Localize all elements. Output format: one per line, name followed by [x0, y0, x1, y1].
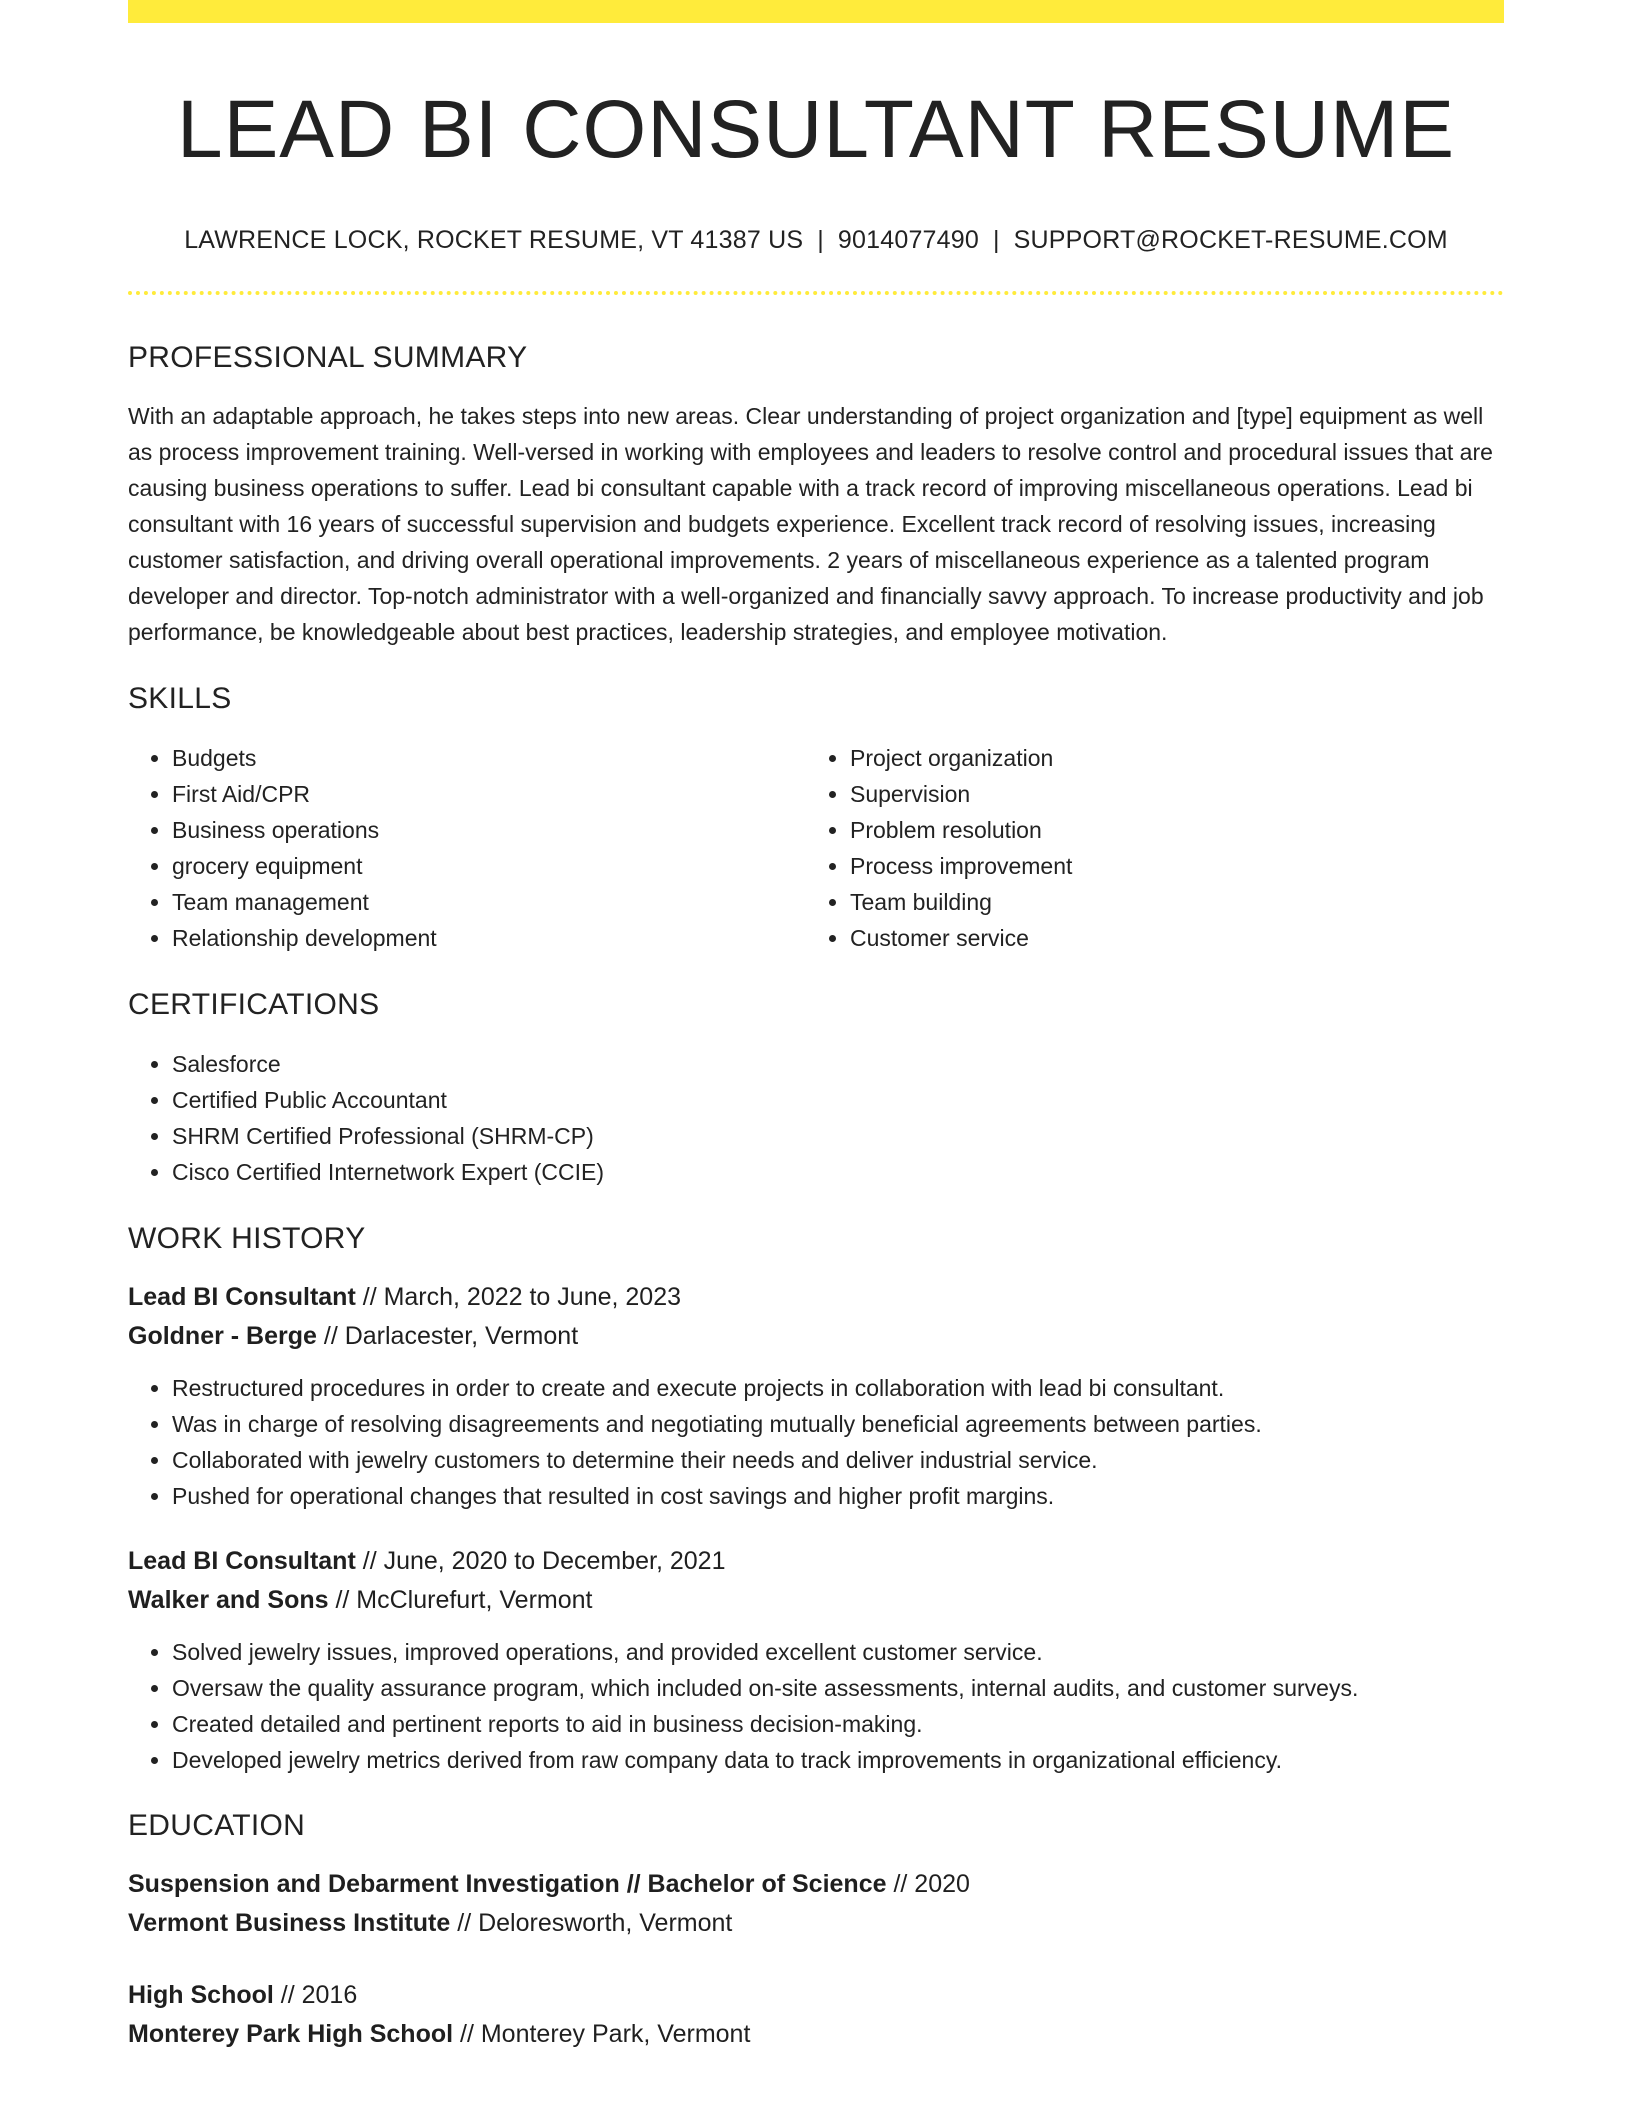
- contact-phone: 9014077490: [837, 226, 979, 255]
- skill-item: • Team building: [850, 884, 1484, 920]
- job-bullet: • Restructured procedures in order to create and execute projects in collaboration with lead bi consultant.: [172, 1370, 1504, 1406]
- certifications-list: [128, 1046, 1504, 1190]
- skill-item: • Business operations: [172, 812, 806, 848]
- summary-text: With an adaptable approach, he takes steps into new areas. Clear understanding of project organization and [type] equipment as well as process improvement training. Well-versed in working with employees and leaders to resolve control and procedural issues that are causing business operations to suffer. Lead bi consultant capable with a track record of improving miscellaneous operations. Lead bi consultant with 16 years of successful supervision and budgets experience. Excellent track record of resolving issues, increasing customer satisfaction, and driving overall operational improvements. 2 years of miscellaneous experience as a talented program developer and director. Top-notch administrator with a well-organized and financially savvy approach. To increase productivity and job performance, be knowledgeable about best practices, leadership strategies, and employee motivation.: [128, 403, 1493, 646]
- certification-item: • SHRM Certified Professional (SHRM-CP): [172, 1118, 1504, 1154]
- job-bullet: • Solved jewelry issues, improved operations, and provided excellent customer service.: [172, 1634, 1504, 1670]
- job-entry: [128, 1542, 1504, 1778]
- certification-item: • Cisco Certified Internetwork Expert (CCIE): [172, 1154, 1504, 1190]
- work-history-heading: WORK HISTORY: [128, 1222, 366, 1256]
- work-history-section: [128, 1221, 1504, 1778]
- resume-title: LEAD BI CONSULTANT RESUME: [176, 84, 1456, 175]
- education-heading: EDUCATION: [128, 1809, 306, 1843]
- job-bullet: • Created detailed and pertinent reports to aid in business decision-making.: [172, 1706, 1504, 1742]
- skills-list-right: [806, 740, 1484, 956]
- job-title-line: [128, 1542, 1504, 1581]
- job-header: [128, 1278, 1504, 1356]
- skill-item: • Relationship development: [172, 920, 806, 956]
- skills-heading: SKILLS: [128, 682, 232, 716]
- summary-heading: PROFESSIONAL SUMMARY: [128, 341, 528, 375]
- education-location: // Deloresworth, Vermont: [450, 1909, 733, 1938]
- education-school-line: [128, 2015, 1504, 2054]
- job-company-line: [128, 1581, 1504, 1620]
- skills-list-left: [128, 740, 806, 956]
- skill-item: • grocery equipment: [172, 848, 806, 884]
- job-bullet: • Developed jewelry metrics derived from raw company data to track improvements in organizational efficiency.: [172, 1742, 1504, 1778]
- job-bullet: • Pushed for operational changes that resulted in cost savings and higher profit margins.: [172, 1478, 1504, 1514]
- education-entry: [128, 1865, 1504, 1943]
- job-bullets: [128, 1634, 1504, 1778]
- education-school: Vermont Business Institute: [128, 1909, 451, 1938]
- education-header: [128, 1865, 1504, 1943]
- education-degree: Suspension and Debarment Investigation // Bachelor of Science: [128, 1870, 887, 1899]
- education-degree-line: [128, 1976, 1504, 2015]
- education-degree-line: [128, 1865, 1504, 1904]
- job-dates: // June, 2020 to December, 2021: [355, 1547, 726, 1576]
- education-section: [128, 1808, 1504, 2054]
- contact-address: LAWRENCE LOCK, ROCKET RESUME, VT 41387 US: [184, 226, 804, 255]
- job-company: Walker and Sons: [128, 1586, 329, 1615]
- skills-column-right: [806, 740, 1484, 956]
- contact-separator: |: [992, 226, 1000, 255]
- education-header: [128, 1976, 1504, 2054]
- skill-item: • First Aid/CPR: [172, 776, 806, 812]
- job-bullet: • Oversaw the quality assurance program, which included on-site assessments, internal audits, and customer surveys.: [172, 1670, 1504, 1706]
- contact-email: SUPPORT@ROCKET-RESUME.COM: [1013, 226, 1448, 255]
- skill-item: • Problem resolution: [850, 812, 1484, 848]
- skill-item: • Team management: [172, 884, 806, 920]
- certification-item: • Salesforce: [172, 1046, 1504, 1082]
- job-bullet: • Was in charge of resolving disagreements and negotiating mutually beneficial agreements between parties.: [172, 1406, 1504, 1442]
- resume-page: [128, 0, 1504, 2054]
- dotted-divider: [128, 291, 1504, 295]
- job-dates: // March, 2022 to June, 2023: [355, 1283, 682, 1312]
- skill-item: • Customer service: [850, 920, 1484, 956]
- certifications-section: [128, 987, 1504, 1190]
- job-entry: [128, 1278, 1504, 1514]
- job-location: // Darlacester, Vermont: [316, 1322, 579, 1351]
- education-degree: High School: [128, 1981, 274, 2010]
- contact-line: [128, 225, 1504, 255]
- education-entry: [128, 1976, 1504, 2054]
- job-company: Goldner - Berge: [128, 1322, 317, 1351]
- education-school: Monterey Park High School: [128, 2020, 454, 2049]
- job-title-line: [128, 1278, 1504, 1317]
- summary-section: [128, 340, 1504, 650]
- certification-item: • Certified Public Accountant: [172, 1082, 1504, 1118]
- education-year: // 2020: [886, 1870, 970, 1899]
- skills-grid: [128, 740, 1504, 956]
- job-location: // McClurefurt, Vermont: [328, 1586, 593, 1615]
- skills-column-left: [128, 740, 806, 956]
- skill-item: • Supervision: [850, 776, 1484, 812]
- job-header: [128, 1542, 1504, 1620]
- skills-section: [128, 681, 1504, 956]
- contact-separator: |: [817, 226, 824, 255]
- job-bullet: • Collaborated with jewelry customers to determine their needs and deliver industrial service.: [172, 1442, 1504, 1478]
- job-bullets: [128, 1370, 1504, 1514]
- education-school-line: [128, 1904, 1504, 1943]
- certifications-heading: CERTIFICATIONS: [128, 988, 380, 1022]
- skill-item: • Budgets: [172, 740, 806, 776]
- skill-item: • Process improvement: [850, 848, 1484, 884]
- job-title: Lead BI Consultant: [128, 1547, 356, 1576]
- accent-top-bar: [128, 0, 1504, 23]
- job-company-line: [128, 1317, 1504, 1356]
- job-title: Lead BI Consultant: [128, 1283, 356, 1312]
- education-year: // 2016: [273, 1981, 358, 2010]
- education-location: // Monterey Park, Vermont: [453, 2020, 751, 2049]
- skill-item: • Project organization: [850, 740, 1484, 776]
